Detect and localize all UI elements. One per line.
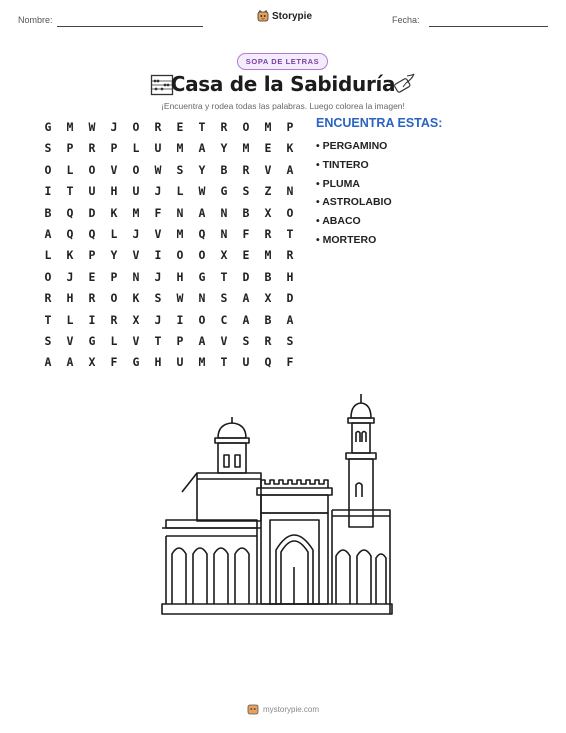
storypie-logo-icon (247, 703, 259, 715)
worksheet-type-badge: SOPA DE LETRAS (237, 53, 328, 70)
name-line[interactable] (57, 26, 203, 27)
grid-cell[interactable]: Q (198, 226, 206, 241)
word-list-item: • PLUMA (316, 175, 392, 194)
grid-cell[interactable]: Y (198, 162, 206, 177)
storypie-logo-icon (257, 10, 269, 22)
grid-cell[interactable]: H (154, 355, 162, 370)
footer (247, 703, 319, 715)
grid-cell[interactable]: T (220, 355, 228, 370)
grid-cell[interactable]: T (66, 184, 74, 199)
grid-cell[interactable]: O (132, 120, 140, 134)
grid-cell[interactable]: G (220, 184, 228, 199)
grid-cell[interactable]: W (154, 162, 162, 177)
grid-cell[interactable]: D (242, 269, 250, 284)
grid-cell[interactable]: Q (66, 226, 74, 241)
grid-cell[interactable]: R (110, 312, 118, 327)
grid-cell[interactable]: A (66, 355, 74, 370)
grid-cell[interactable]: V (132, 333, 140, 348)
grid-cell[interactable]: O (242, 120, 250, 134)
grid-cell[interactable]: L (176, 184, 184, 199)
grid-cell[interactable]: A (198, 205, 206, 220)
grid-cell[interactable]: K (286, 141, 294, 156)
grid-cell[interactable]: Y (220, 141, 228, 156)
grid-cell[interactable]: N (220, 205, 228, 220)
grid-cell[interactable]: P (286, 120, 294, 134)
grid-cell[interactable]: G (88, 333, 96, 348)
word-list-heading: ENCUENTRA ESTAS: (316, 116, 443, 130)
grid-cell[interactable]: I (154, 248, 162, 263)
grid-cell[interactable]: F (154, 205, 162, 220)
grid-cell[interactable]: U (88, 184, 96, 199)
grid-cell[interactable]: N (176, 205, 184, 220)
grid-cell[interactable]: S (242, 333, 250, 348)
grid-cell[interactable]: B (264, 312, 272, 327)
grid-cell[interactable]: K (66, 248, 74, 263)
grid-cell[interactable]: O (198, 312, 206, 327)
grid-cell[interactable]: E (242, 248, 250, 263)
grid-cell[interactable]: X (264, 205, 272, 220)
instructions: ¡Encuentra y rodea todas las palabras. Luego colorea la imagen! (161, 101, 405, 111)
grid-cell[interactable]: R (154, 120, 162, 134)
grid-cell[interactable]: X (88, 355, 96, 370)
grid-cell[interactable]: Z (264, 184, 272, 199)
grid-cell[interactable]: J (154, 184, 162, 199)
grid-cell[interactable]: A (242, 291, 250, 306)
grid-cell[interactable]: L (44, 248, 52, 263)
grid-cell[interactable]: L (66, 312, 74, 327)
grid-cell[interactable]: O (44, 162, 52, 177)
grid-cell[interactable]: V (132, 248, 140, 263)
grid-cell[interactable]: E (88, 269, 96, 284)
grid-cell[interactable]: J (154, 312, 162, 327)
grid-cell[interactable]: K (132, 291, 140, 306)
grid-cell[interactable]: S (44, 141, 52, 156)
grid-cell[interactable]: L (132, 141, 140, 156)
grid-cell[interactable]: V (154, 226, 162, 241)
grid-cell[interactable]: Q (66, 205, 74, 220)
grid-cell[interactable]: A (44, 226, 52, 241)
grid-cell[interactable]: X (264, 291, 272, 306)
grid-cell[interactable]: F (110, 355, 118, 370)
grid-cell[interactable]: J (110, 120, 118, 134)
grid-cell[interactable]: H (286, 269, 294, 284)
grid-cell[interactable]: O (286, 205, 294, 220)
grid-cell[interactable]: I (176, 312, 184, 327)
grid-cell[interactable]: B (44, 205, 52, 220)
grid-cell[interactable]: I (88, 312, 96, 327)
grid-cell[interactable]: S (220, 291, 228, 306)
grid-cell[interactable]: T (154, 333, 162, 348)
word-list-item: • ASTROLABIO (316, 193, 392, 212)
grid-cell[interactable]: G (44, 120, 52, 134)
grid-cell[interactable]: W (198, 184, 206, 199)
grid-cell[interactable]: V (220, 333, 228, 348)
grid-cell[interactable]: J (154, 269, 162, 284)
grid-cell[interactable]: K (110, 205, 118, 220)
grid-cell[interactable]: A (286, 162, 294, 177)
grid-cell[interactable]: M (132, 205, 140, 220)
grid-cell[interactable]: L (110, 333, 118, 348)
grid-cell[interactable]: R (264, 226, 272, 241)
name-label: Nombre: (18, 15, 53, 25)
grid-cell[interactable]: U (132, 184, 140, 199)
grid-cell[interactable]: A (242, 312, 250, 327)
grid-cell[interactable]: S (154, 291, 162, 306)
grid-cell[interactable]: H (66, 291, 74, 306)
word-list-item: • TINTERO (316, 156, 392, 175)
grid-cell[interactable]: O (44, 269, 52, 284)
grid-cell[interactable]: O (132, 162, 140, 177)
grid-cell[interactable]: L (110, 226, 118, 241)
grid-cell[interactable]: R (286, 248, 294, 263)
word-list-item: • ABACO (316, 212, 392, 231)
grid-cell[interactable]: D (88, 205, 96, 220)
grid-cell[interactable]: U (154, 141, 162, 156)
grid-cell[interactable]: B (264, 269, 272, 284)
grid-cell[interactable]: E (264, 141, 272, 156)
grid-cell[interactable]: R (220, 120, 228, 134)
grid-cell[interactable]: A (198, 333, 206, 348)
scroll-quill-icon (392, 73, 416, 97)
word-list-item: • MORTERO (316, 231, 392, 250)
brand-logo (257, 10, 312, 22)
grid-cell[interactable]: M (242, 141, 250, 156)
grid-cell[interactable]: B (242, 205, 250, 220)
grid-cell[interactable]: T (286, 226, 294, 241)
grid-cell[interactable]: T (220, 269, 228, 284)
grid-cell[interactable]: S (176, 162, 184, 177)
grid-cell[interactable]: P (110, 141, 118, 156)
grid-cell[interactable]: V (110, 162, 118, 177)
grid-cell[interactable]: V (66, 333, 74, 348)
grid-cell[interactable]: U (176, 355, 184, 370)
grid-cell[interactable]: Y (110, 248, 118, 263)
page-title: Casa de la Sabiduría (170, 72, 396, 96)
grid-cell[interactable]: J (66, 269, 74, 284)
footer-site: mystorypie.com (263, 704, 320, 714)
grid-cell[interactable]: N (220, 226, 228, 241)
grid-cell[interactable]: P (110, 269, 118, 284)
grid-cell[interactable]: D (286, 291, 294, 306)
grid-cell[interactable]: N (198, 291, 206, 306)
grid-cell[interactable]: T (44, 312, 52, 327)
date-label: Fecha: (392, 15, 420, 25)
grid-cell[interactable]: M (264, 120, 272, 134)
grid-cell[interactable]: X (220, 248, 228, 263)
word-list (316, 137, 392, 250)
grid-cell[interactable]: O (176, 248, 184, 263)
grid-cell[interactable]: F (286, 355, 294, 370)
grid-cell[interactable]: Q (264, 355, 272, 370)
grid-cell[interactable]: M (176, 141, 184, 156)
grid-cell[interactable]: W (88, 120, 96, 134)
grid-cell[interactable]: F (242, 226, 250, 241)
grid-cell[interactable]: P (88, 248, 96, 263)
grid-cell[interactable]: B (220, 162, 228, 177)
grid-cell[interactable]: M (264, 248, 272, 263)
mosque-illustration[interactable] (160, 392, 408, 616)
grid-cell[interactable]: H (176, 269, 184, 284)
grid-cell[interactable]: S (242, 184, 250, 199)
grid-cell[interactable]: M (198, 355, 206, 370)
grid-cell[interactable]: X (132, 312, 140, 327)
grid-cell[interactable]: G (132, 355, 140, 370)
grid-cell[interactable]: I (44, 184, 52, 199)
grid-cell[interactable]: P (176, 333, 184, 348)
grid-cell[interactable]: O (110, 291, 118, 306)
grid-cell[interactable]: R (264, 333, 272, 348)
grid-cell[interactable]: N (286, 184, 294, 199)
grid-cell[interactable]: A (286, 312, 294, 327)
grid-cell[interactable]: U (242, 355, 250, 370)
grid-cell[interactable]: O (88, 162, 96, 177)
grid-cell[interactable]: S (44, 333, 52, 348)
grid-cell[interactable]: R (88, 291, 96, 306)
grid-cell[interactable]: V (264, 162, 272, 177)
grid-cell[interactable]: A (44, 355, 52, 370)
grid-cell[interactable]: C (220, 312, 228, 327)
grid-cell[interactable]: S (286, 333, 294, 348)
grid-cell[interactable]: A (198, 141, 206, 156)
grid-cell[interactable]: R (44, 291, 52, 306)
grid-cell[interactable]: E (176, 120, 184, 134)
brand-name: Storypie (272, 10, 313, 22)
grid-cell[interactable]: O (198, 248, 206, 263)
grid-cell[interactable]: Q (88, 226, 96, 241)
grid-cell[interactable]: P (66, 141, 74, 156)
grid-cell[interactable]: M (66, 120, 74, 134)
grid-cell[interactable]: G (198, 269, 206, 284)
date-line[interactable] (429, 26, 548, 27)
grid-cell[interactable]: T (198, 120, 206, 134)
grid-cell[interactable]: J (132, 226, 140, 241)
word-search-grid[interactable] (37, 117, 301, 374)
grid-cell[interactable]: M (176, 226, 184, 241)
grid-cell[interactable]: W (176, 291, 184, 306)
grid-cell[interactable]: L (66, 162, 74, 177)
grid-cell[interactable]: H (110, 184, 118, 199)
word-list-item: • PERGAMINO (316, 137, 392, 156)
grid-cell[interactable]: N (132, 269, 140, 284)
grid-cell[interactable]: R (242, 162, 250, 177)
grid-cell[interactable]: R (88, 141, 96, 156)
